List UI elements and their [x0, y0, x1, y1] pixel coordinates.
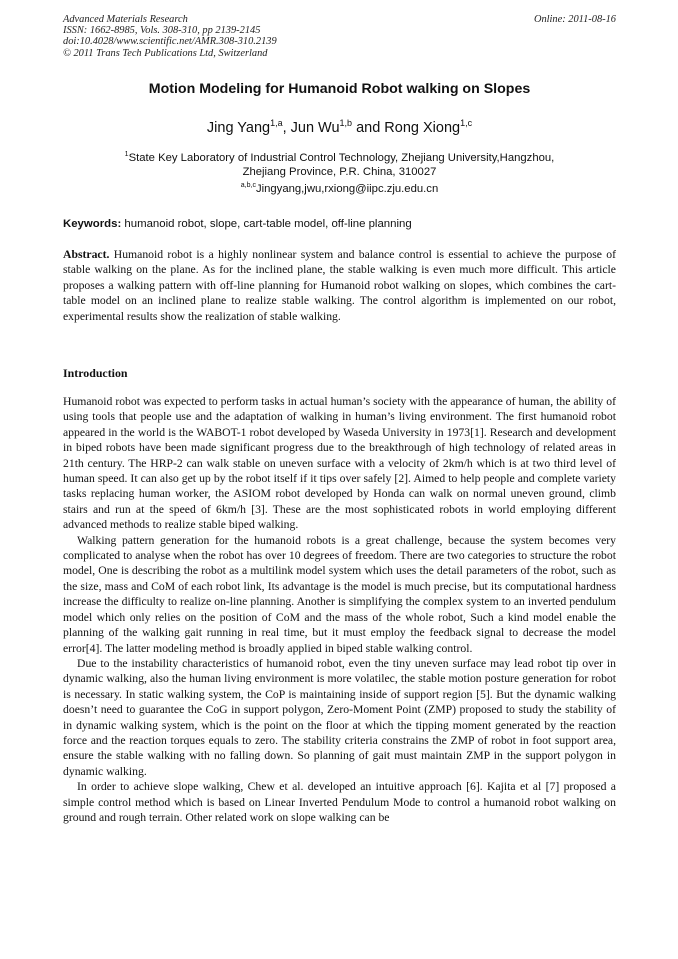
author-name: Jun Wu — [290, 119, 340, 136]
journal-name: Advanced Materials Research — [63, 14, 188, 25]
paragraph: Due to the instability characteristics of humanoid robot, even the tiny uneven surface may lead robot tip over in dynamic walking, also the human living environment is more volatilec, the stable motion posture generation for robot is necessary. In static walking system, the CoP is maintaining inside of support region [5]. But the dynamic walking doesn’t need to guarantee the CoG in support polygon, Zero-Moment Point (ZMP) proposed to study the stability of in dynamic walking system, which is the point on the floor at which the tipping moment generated by the reaction force and the reaction torques equals to zero. The stability criteria constrains the ZMP of robot in foot support area, ensure the stable walking with no falling down. So planning of gait must maintain ZMP in the support polygon in dynamic walking. — [63, 656, 616, 778]
author-conjunction: and — [352, 119, 385, 136]
affiliation — [80, 148, 599, 179]
abstract — [63, 247, 616, 324]
doi-line: doi:10.4028/www.scientific.net/AMR.308-310.2139 — [63, 36, 277, 48]
author-name: Jing Yang — [206, 119, 271, 136]
paper-title: Motion Modeling for Humanoid Robot walking on Slopes — [148, 81, 531, 97]
email-mark: a,b,c — [240, 182, 256, 189]
affiliation-mark: 1 — [124, 151, 129, 158]
paragraph: Walking pattern generation for the humanoid robots is a great challenge, because the system becomes very complicated to analyse when the robot has over 10 degrees of freedom. There are two categories to structure the robot model, One is describing the robot as a multilink model system which uses the detail parameters of the robot, such as the size, mass and CoM of each robot link, Its advantage is the model is much precise, but its computational hardness increase the difficulty to realize on-line planning. Another is simplifying the complex system to an inverted pendulum model which only relies on the position of CoM and the mass of the whole robot, Such a kind model enable the planning of the walking gait running in real time, but it must employ the feedback signal to decrease the model error[4]. The latter modeling method is broadly applied in biped stable walking control. — [63, 533, 616, 655]
section-heading: Introduction — [63, 366, 128, 380]
author-name: Rong Xiong — [384, 119, 461, 136]
affiliation-line-1: State Key Laboratory of Industrial Control Technology, Zhejiang University,Hangzhou, — [128, 151, 555, 164]
author-list — [63, 118, 616, 136]
online-date: Online: 2011-08-16 — [533, 14, 616, 25]
keywords-label: Keywords: — [63, 218, 122, 230]
abstract-label: Abstract. — [63, 248, 110, 261]
abstract-text: Humanoid robot is a highly nonlinear system and balance control is essential to achieve the purpose of stable walking on the plane. As for the inclined plane, the stable walking is even much more difficult. This article proposes a walking pattern with off-line planning for Humanoid robot walking on slopes, which combines the cart-table model on an inclined plane to realize stable walking. The control algorithm is implemented on our robot, experimental results show the realization of stable walking. — [63, 248, 617, 323]
author-affiliation-mark: 1,b — [339, 118, 353, 128]
copyright-line: © 2011 Trans Tech Publications Ltd, Switzerland — [63, 47, 268, 59]
author-affiliation-mark: 1,c — [460, 118, 473, 128]
author-email — [63, 182, 616, 195]
author-affiliation-mark: 1,a — [270, 118, 283, 128]
email-text: Jingyang,jwu,rxiong@iipc.zju.edu.cn — [255, 182, 439, 195]
issn-line: ISSN: 1662-8985, Vols. 308-310, pp 2139-2145 — [63, 25, 261, 37]
paragraph: Humanoid robot was expected to perform tasks in actual human’s society with the appearance of human, the ability of using tools that people use and the adaptation of walking in human’s living environment. The first humanoid robot appeared in the world is the WABOT-1 robot developed by Waseda University in 1973[1]. Research and development in biped robots have been made significant progress due to the breakthrough of high technology of related areas in 21th century. The HRP-2 can walk stable on uneven surface with a velocity of 2km/h which is at two third level of human speed. It can also get up by the robot itself if it tips over safely [2]. Aimed to help people and complete variety tasks replacing human worker, the ASIOM robot developed by Honda can walk on normal uneven ground, climb stairs and run at the speed of 6km/h [3]. These are the most sophisticated robots in world employing different advanced methods to realize stable biped walking. — [63, 395, 616, 532]
journal-header — [63, 14, 616, 59]
paragraph: In order to achieve slope walking, Chew et al. developed an intuitive approach [6]. Kajita et al [7] proposed a simple control method which is based on Linear Inverted Pendulum Mode to control a humanoid robot walking on ground and rough terrain. Other related work on slope walking can be — [63, 780, 616, 824]
affiliation-line-2: Zhejiang Province, P.R. China, 310027 — [242, 165, 437, 178]
author-separator: , — [282, 119, 291, 136]
keywords — [63, 218, 616, 230]
keywords-text: humanoid robot, slope, cart-table model, off-line planning — [124, 218, 412, 230]
introduction-body — [63, 394, 616, 825]
